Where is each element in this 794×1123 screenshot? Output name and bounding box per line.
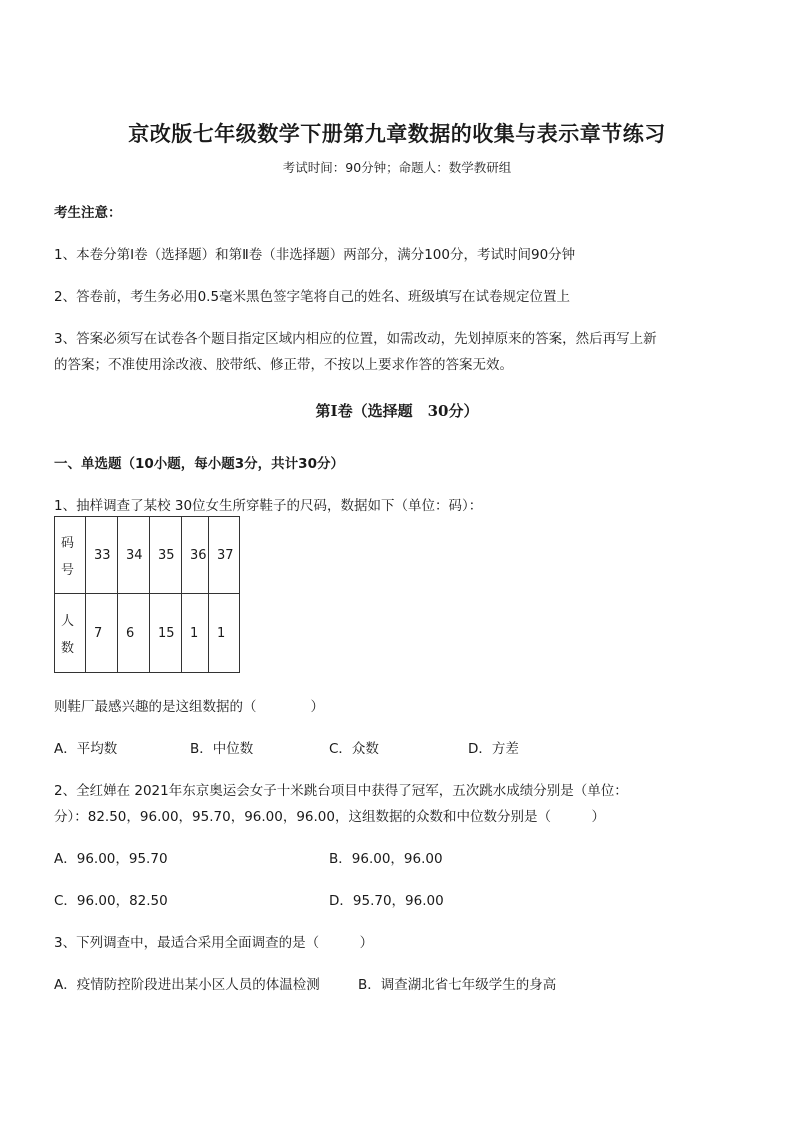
part-1-title: 第Ⅰ卷（选择题 30分）	[315, 402, 479, 420]
q1-option-c: C．众数	[329, 741, 379, 757]
q2-option-b: B．96.00，96.00	[329, 851, 443, 867]
notice-item-3-cont: 的答案；不准使用涂改液、胶带纸、修正带，不按以上要求作答的答案无效。	[54, 357, 513, 373]
q2-stem-line-1: 2、全红婵在 2021年东京奥运会女子十米跳台项目中获得了冠军，五次跳水成绩分别是（单位：	[54, 783, 628, 799]
table-row	[55, 594, 240, 673]
document-title: 京改版七年级数学下册第九章数据的收集与表示章节练习	[128, 121, 666, 146]
q2-option-d: D．95.70，96.00	[329, 893, 444, 909]
table-cell: 35	[150, 517, 182, 594]
table-cell: 36	[182, 517, 209, 594]
table-cell: 6	[118, 594, 150, 673]
table-cell: 7	[86, 594, 118, 673]
notice-item-1: 1、本卷分第Ⅰ卷（选择题）和第Ⅱ卷（非选择题）两部分，满分100分，考试时间90分钟	[54, 247, 576, 263]
row-header-size	[55, 517, 86, 594]
table-cell: 33	[86, 517, 118, 594]
notice-heading: 考生注意：	[54, 205, 122, 221]
shoe-size-table	[54, 516, 240, 673]
q1-option-a: A．平均数	[54, 741, 118, 757]
q1-question: 则鞋厂最感兴趣的是这组数据的（ ）	[54, 699, 324, 715]
q1-option-b: B．中位数	[190, 741, 254, 757]
notice-item-3: 3、答案必须写在试卷各个题目指定区域内相应的位置，如需改动，先划掉原来的答案，然后再写上新	[54, 331, 657, 347]
header-char: 码	[61, 536, 75, 551]
table-cell: 37	[209, 517, 240, 594]
table-cell: 1	[209, 594, 240, 673]
q2-stem-line-2: 分）：82.50，96.00，95.70，96.00，96.00，这组数据的众数和中位数分别是（ ）	[54, 809, 605, 825]
table-cell: 15	[150, 594, 182, 673]
document-subtitle: 考试时间：90分钟；命题人：数学教研组	[282, 160, 512, 175]
header-char: 数	[61, 641, 75, 656]
q3-stem: 3、下列调查中，最适合采用全面调查的是（ ）	[54, 935, 374, 951]
table-cell: 34	[118, 517, 150, 594]
table-row	[55, 517, 240, 594]
q1-option-d: D．方差	[468, 741, 519, 757]
q3-option-b: B．调查湖北省七年级学生的身高	[358, 977, 557, 993]
q2-option-c: C．96.00，82.50	[54, 893, 168, 909]
q3-option-a: A．疫情防控阶段进出某小区人员的体温检测	[54, 977, 320, 993]
row-header-count	[55, 594, 86, 673]
section-heading: 一、单选题（10小题，每小题3分，共计30分）	[54, 456, 344, 472]
header-char: 人	[61, 614, 75, 629]
notice-item-2: 2、答卷前，考生务必用0.5毫米黑色签字笔将自己的姓名、班级填写在试卷规定位置上	[54, 289, 571, 305]
q2-option-a: A．96.00，95.70	[54, 851, 168, 867]
header-char: 号	[61, 563, 75, 578]
q1-stem: 1、抽样调查了某校 30位女生所穿鞋子的尺码，数据如下（单位：码）：	[54, 498, 483, 514]
table-cell: 1	[182, 594, 209, 673]
